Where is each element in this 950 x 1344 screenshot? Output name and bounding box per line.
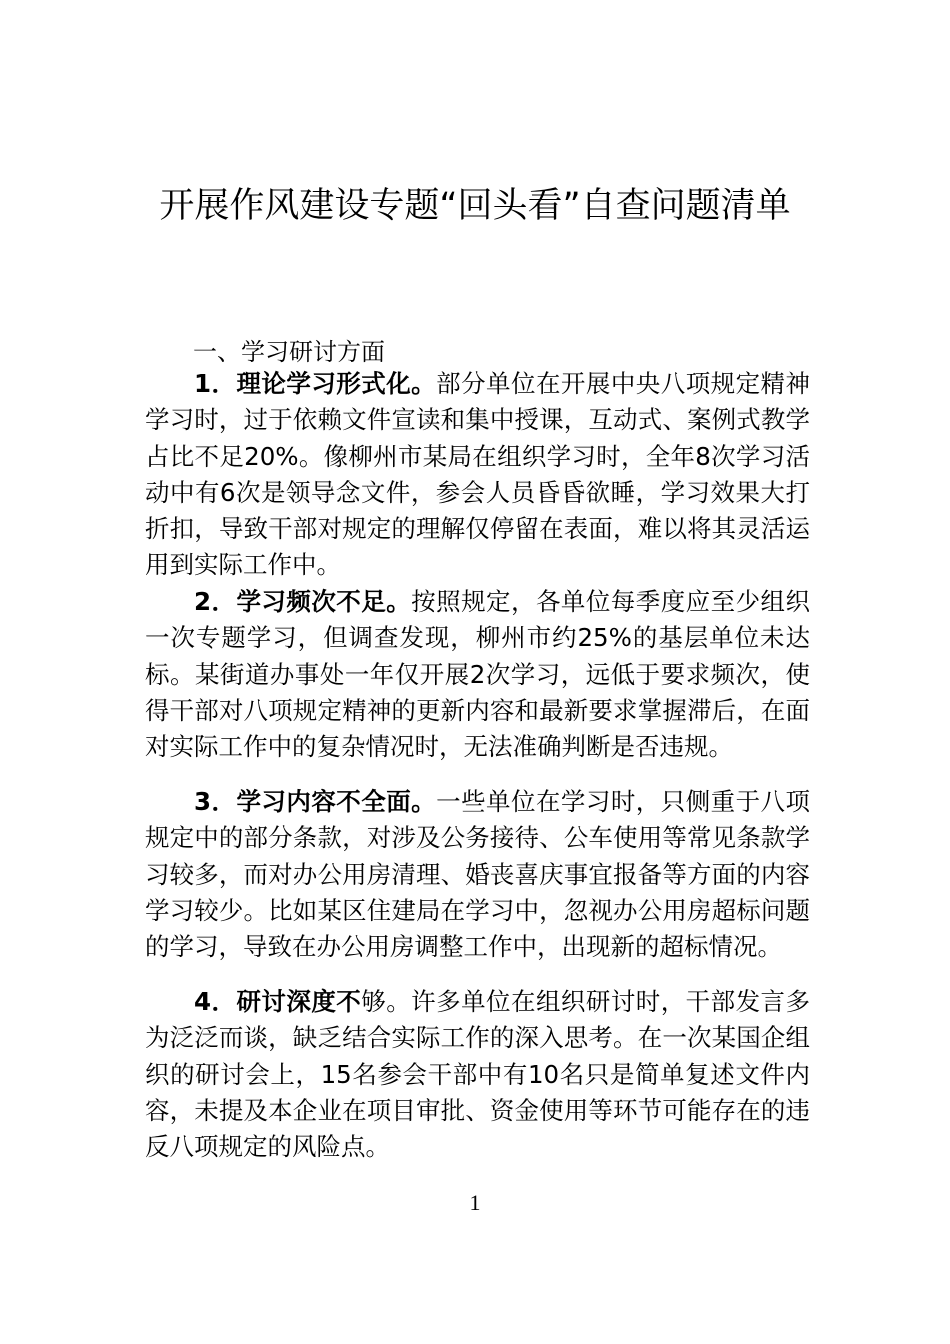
list-item: [145, 584, 810, 765]
item-lead: 1．理论学习形式化。: [194, 369, 437, 398]
section-heading: 一、学习研讨方面: [193, 338, 385, 366]
item-lead: 3．学习内容不全面。: [194, 787, 437, 816]
item-body: 够。许多单位在组织研讨时，干部发言多为泛泛而谈，缺乏结合实际工作的深入思考。在一次某国企组织的研讨会上，15名参会干部中有10名只是简单复述文件内容，未提及本企业在项目审批、资金使用等环节可能存在的违反八项规定的风险点。: [145, 987, 811, 1162]
list-item: [145, 784, 810, 965]
item-body: 部分单位在开展中央八项规定精神学习时，过于依赖文件宣读和集中授课，互动式、案例式教学占比不足20%。像柳州市某局在组织学习时，全年8次学习活动中有6次是领导念文件，参会人员昏昏欲睡，学习效果大打折扣，导致干部对规定的理解仅停留在表面，难以将其灵活运用到实际工作中。: [145, 369, 811, 580]
item-lead: 2．学习频次不足。: [194, 587, 412, 616]
list-item: [145, 984, 810, 1165]
page-number: 1: [469, 1190, 481, 1215]
item-body: 一些单位在学习时，只侧重于八项规定中的部分条款，对涉及公务接待、公车使用等常见条款学习较多，而对办公用房清理、婚丧喜庆事宜报备等方面的内容学习较少。比如某区住建局在学习中，忽视办公用房超标问题的学习，导致在办公用房调整工作中，出现新的超标情况。: [145, 787, 811, 962]
page-title: 开展作风建设专题“回头看”自查问题清单: [159, 186, 791, 226]
item-lead: 4．研讨深度不: [194, 987, 362, 1016]
item-body: 按照规定，各单位每季度应至少组织一次专题学习，但调查发现，柳州市约25%的基层单位未达标。某街道办事处一年仅开展2次学习，远低于要求频次，使得干部对八项规定精神的更新内容和最新要求掌握滞后，在面对实际工作中的复杂情况时，无法准确判断是否违规。: [145, 587, 811, 762]
list-item: [145, 366, 810, 584]
